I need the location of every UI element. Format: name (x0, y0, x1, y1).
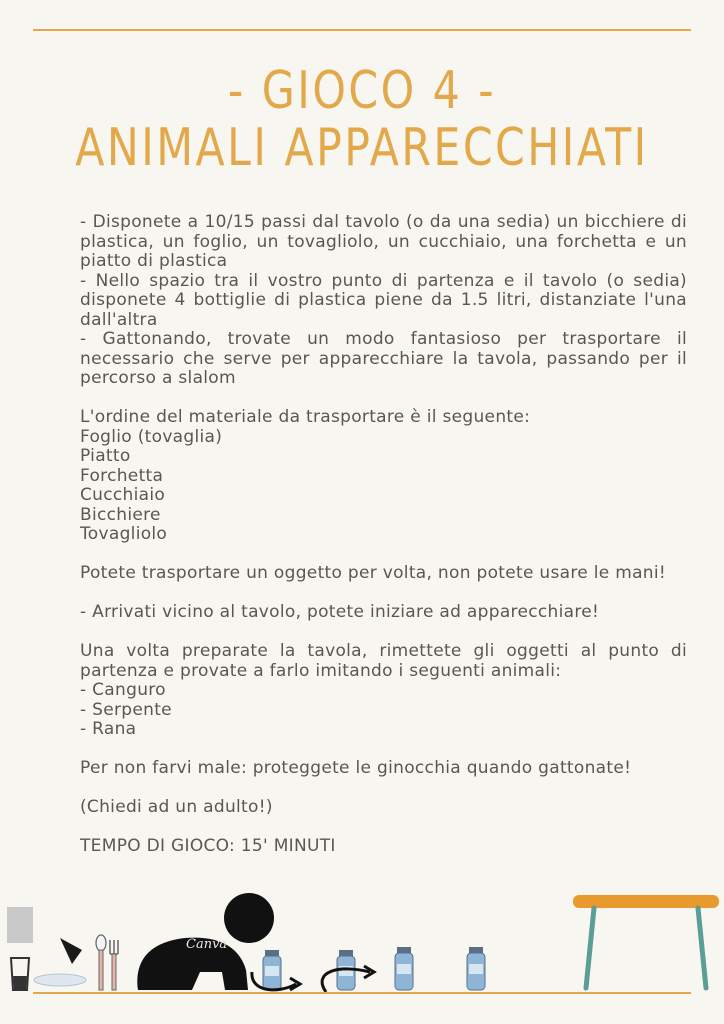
table-icon (573, 895, 719, 988)
order-item: Tovagliolo (80, 524, 168, 544)
order-item: Foglio (tovaglia) (80, 426, 223, 447)
order-item: Piatto (80, 446, 131, 466)
safety-note: Per non farvi male: proteggete le ginocchia quando gattonate! (80, 758, 632, 778)
instructions-body (80, 213, 687, 857)
instruction-2: - Nello spazio tra il vostro punto di partenza e il tavolo (o sedia) disponete 4 bottiglie di plastica piene da 1.5 litri, distanziate l'una dall'altra (80, 270, 687, 330)
play-time: TEMPO DI GIOCO: 15' MINUTI (80, 836, 336, 856)
crawling-child-icon (137, 893, 274, 990)
animal-item: - Rana (80, 719, 137, 739)
one-object-rule: Potete trasportare un oggetto per volta, non potete usare le mani! (80, 563, 667, 583)
course-illustration (0, 880, 724, 992)
adult-note: (Chiedi ad un adulto!) (80, 797, 273, 817)
page-title-line-2: ANIMALI APPARECCHIATI (75, 118, 649, 178)
instruction-3: - Gattonando, trovate un modo fantasioso per trasportare il necessario che serve per apparecchiare la tavola, passando per il percorso a slalom (80, 329, 687, 388)
animal-item: - Serpente (80, 699, 172, 720)
page-title-line-1: - GIOCO 4 - (227, 61, 497, 121)
arrived-note: - Arrivati vicino al tavolo, potete iniziare ad apparecchiare! (80, 602, 600, 622)
animal-item: - Canguro (80, 680, 166, 700)
order-intro: L'ordine del materiale da trasportare è il seguente: (80, 407, 531, 427)
bottom-divider (33, 992, 691, 994)
cutlery-icon (96, 935, 118, 990)
placeholder-image (7, 907, 33, 943)
watermark: Canva (186, 937, 228, 952)
order-item: Bicchiere (80, 504, 161, 525)
bottle-icon (467, 947, 485, 990)
instruction-1: - Disponete a 10/15 passi dal tavolo (o da una sedia) un bicchiere di plastica, un foglio, un tovagliolo, un cucchiaio, una forchetta e un piatto di plastica (80, 212, 687, 271)
order-item: Forchetta (80, 465, 164, 486)
napkin-icon (60, 938, 82, 964)
plate-icon (34, 974, 86, 986)
bottle-icon (263, 950, 281, 990)
glass-icon (11, 958, 29, 990)
bottle-icon (395, 947, 413, 990)
order-item: Cucchiaio (80, 485, 166, 505)
animals-intro: Una volta preparate la tavola, rimettete gli oggetti al punto di partenza e provate a farlo imitando i seguenti animali: (80, 641, 687, 681)
top-divider (33, 29, 691, 31)
